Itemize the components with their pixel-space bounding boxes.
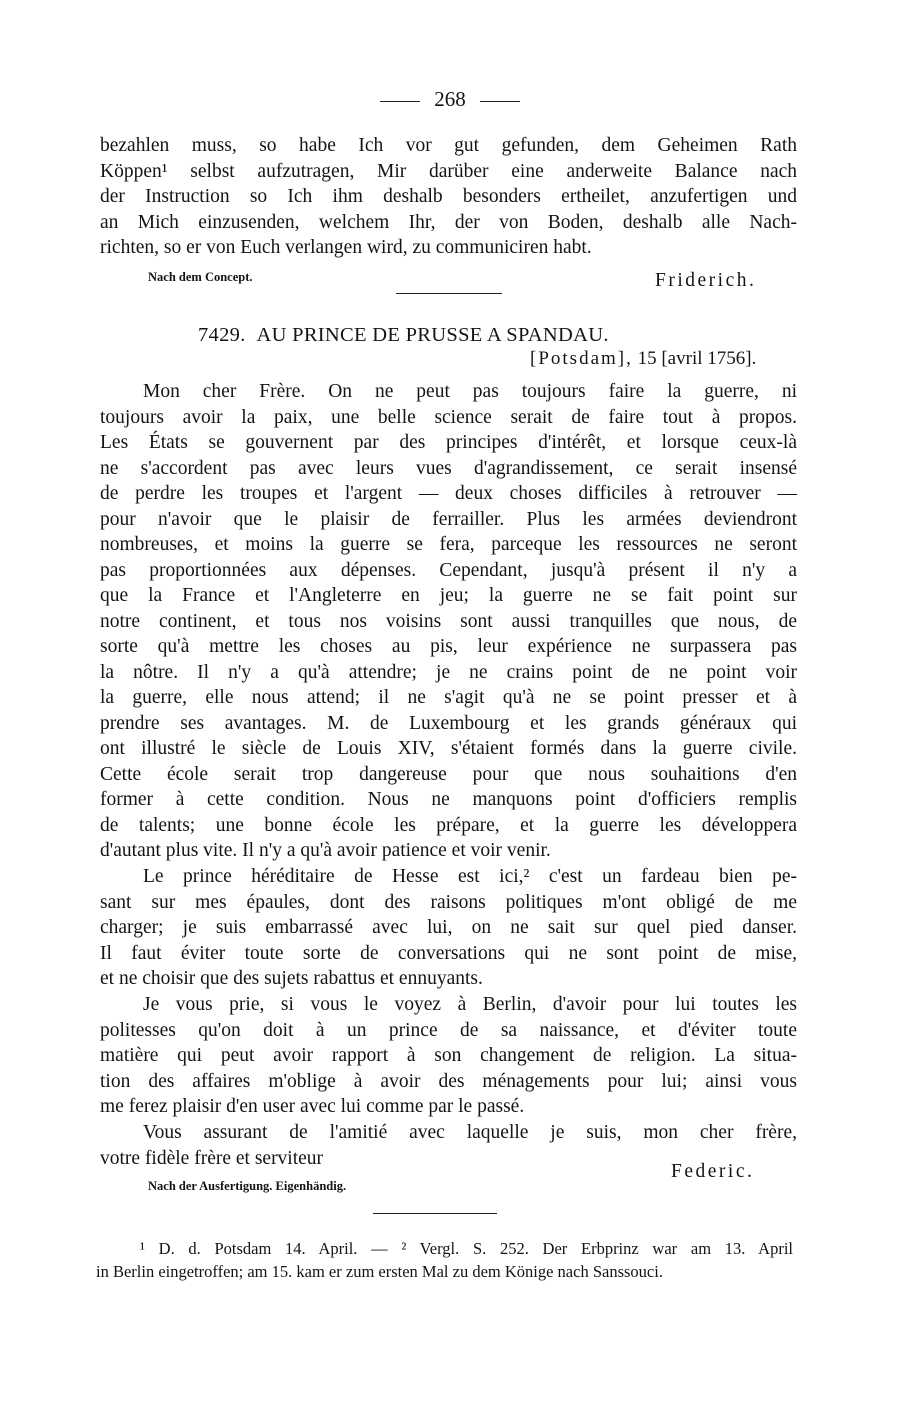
body-line: tion des affaires m'oblige à avoir des ménagements pour lui; ainsi vous	[100, 1070, 797, 1092]
body-line: la guerre, elle nous attend; il ne s'agit qu'à ne se point presser et à	[100, 687, 797, 708]
body-line: an Mich einzusenden, welchem Ihr, der von Boden, deshalb alle Nach-	[100, 211, 797, 233]
body-line: politesses qu'on doit à un prince de sa naissance, et d'éviter toute	[100, 1019, 797, 1041]
letter-title: AU PRINCE DE PRUSSE A SPANDAU.	[256, 324, 609, 346]
footnote-line: in Berlin eingetroffen; am 15. kam er zum ersten Mal zu dem Könige nach Sanssouci.	[96, 1262, 663, 1281]
body-line: de talents; une bonne école les prépare, et la guerre les développera	[100, 814, 797, 836]
body-line: me ferez plaisir d'en user avec lui comme par le passé.	[100, 1096, 525, 1117]
letter-date	[530, 346, 756, 371]
body-line: former à cette condition. Nous ne manquons point d'officiers remplis	[100, 789, 797, 810]
body-line: de perdre les troupes et l'argent — deux choses difficiles à retrouver —	[100, 483, 797, 504]
source-note: Nach der Ausfertigung. Eigenhändig.	[148, 1179, 347, 1193]
body-line: nombreuses, et moins la guerre se fera, parceque les ressources ne seront	[100, 534, 797, 555]
footnote-line: ¹ D. d. Potsdam 14. April. — ² Vergl. S. 252. Der Erbprinz war am 13. April	[140, 1239, 793, 1258]
signature: Friderich.	[655, 270, 757, 291]
body-line: Köppen¹ selbst aufzutragen, Mir darüber eine anderweite Balance nach	[100, 160, 797, 182]
body-line: toujours avoir la paix, une belle science serait de faire tout à propos.	[100, 406, 797, 428]
body-line: sant sur mes épaules, dont des raisons politiques m'ont obligé de me	[100, 891, 797, 913]
body-line: que la France et l'Angleterre en jeu; la guerre ne se fait point sur	[100, 585, 797, 606]
source-note: Nach dem Concept.	[148, 270, 253, 284]
body-line: la nôtre. Il n'y a qu'à attendre; je ne crains point de ne point voir	[100, 661, 797, 683]
body-line: richten, so er von Euch verlangen wird, zu communiciren habt.	[100, 237, 592, 258]
date-day: 15 [avril 1756].	[637, 348, 757, 369]
body-line: Je vous prie, si vous le voyez à Berlin, d'avoir pour lui toutes les	[143, 994, 797, 1015]
letter-heading	[198, 322, 609, 348]
body-line: bezahlen muss, so habe Ich vor gut gefunden, dem Geheimen Rath	[100, 135, 797, 156]
body-line: pour n'avoir que le plaisir de ferrailler. Plus les armées deviendront	[100, 508, 797, 530]
footnote-divider	[373, 1213, 497, 1214]
body-line: notre continent, et tous nos voisins sont aussi tranquilles que nous, de	[100, 610, 797, 632]
body-line: ont illustré le siècle de Louis XIV, s'étaient formés dans la guerre civile.	[100, 738, 797, 759]
body-line: sorte qu'à mettre les choses au pis, leur expérience ne surpassera pas	[100, 636, 797, 657]
signature: Federic.	[671, 1161, 755, 1182]
body-line: Il faut éviter toute sorte de conversations qui ne sont point de mise,	[100, 942, 797, 964]
letter-number: 7429.	[198, 324, 246, 346]
body-line: Les États se gouvernent par des principes d'intérêt, et lorsque ceux-là	[100, 432, 797, 453]
header-dash-left	[380, 101, 420, 102]
body-line: charger; je suis embarrassé avec lui, on ne sait sur quel pied danser.	[100, 917, 797, 938]
body-line: prendre ses avantages. M. de Luxembourg et les grands généraux qui	[100, 712, 797, 734]
body-line: Cette école serait trop dangereuse pour que nous souhaitions d'en	[100, 763, 797, 785]
body-line: der Instruction so Ich ihm deshalb besonders ertheilet, anzufertigen und	[100, 186, 797, 207]
page-number-header	[0, 86, 900, 112]
body-line: pas proportionnées aux dépenses. Cependant, jusqu'à présent il n'y a	[100, 559, 797, 581]
body-line: Mon cher Frère. On ne peut pas toujours faire la guerre, ni	[143, 381, 797, 402]
body-line: Le prince héréditaire de Hesse est ici,² c'est un fardeau bien pe-	[143, 866, 797, 887]
header-dash-right	[480, 101, 520, 102]
body-line: votre fidèle frère et serviteur	[100, 1147, 324, 1169]
page-number: 268	[434, 87, 466, 111]
body-line: matière qui peut avoir rapport à son changement de religion. La situa-	[100, 1045, 797, 1066]
date-place: [Potsdam],	[530, 348, 633, 369]
body-line: ne s'accordent pas avec leurs vues d'agrandissement, ce serait insensé	[100, 457, 797, 479]
body-line: Vous assurant de l'amitié avec laquelle je suis, mon cher frère,	[143, 1122, 797, 1143]
body-line: et ne choisir que des sujets rabattus et ennuyants.	[100, 968, 483, 989]
section-divider	[396, 293, 502, 294]
body-line: d'autant plus vite. Il n'y a qu'à avoir patience et voir venir.	[100, 840, 551, 861]
